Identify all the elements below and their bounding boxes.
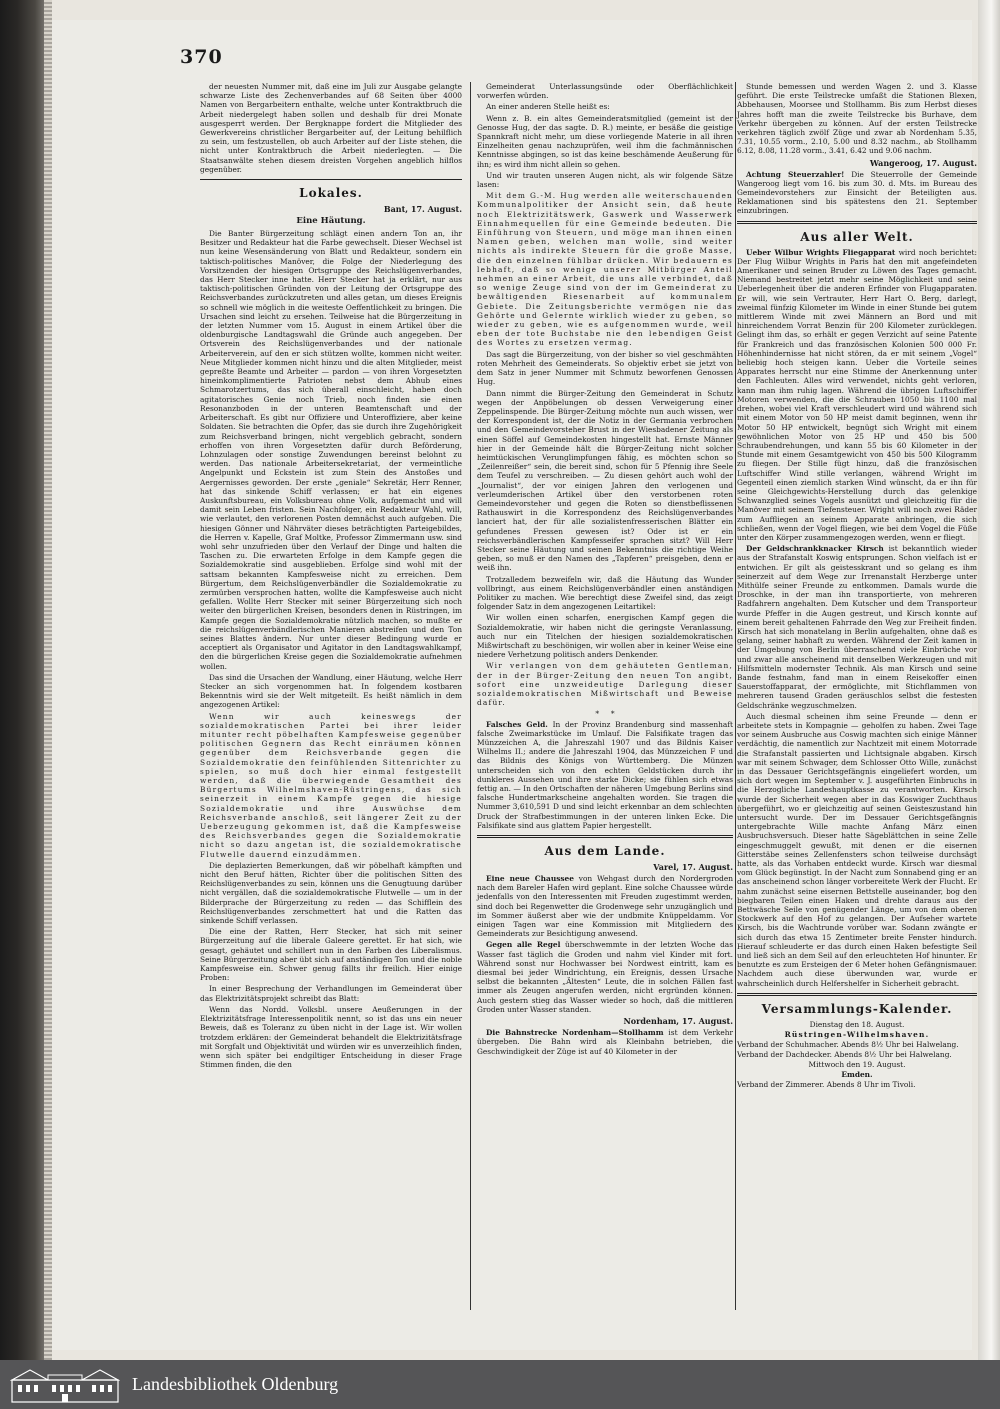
paragraph: Das sind die Ursachen der Wandlung, einer Häutung, welche Herr Stecker an sich vorgenommen hat. In folgendem kostbaren Bekenntnis wird sie der Welt mitgeteilt. Es heißt nämlich in dem angezogenen Artikel: bbox=[200, 672, 462, 710]
news-item bbox=[477, 1028, 733, 1056]
news-item bbox=[477, 940, 733, 1014]
news-lead: Ueber Wilbur Wrights Fliegapparat bbox=[746, 247, 896, 257]
library-name: Landesbibliothek Oldenburg bbox=[132, 1374, 339, 1394]
calendar-place: Emden. bbox=[841, 1069, 873, 1079]
library-footer-bar bbox=[0, 1360, 1000, 1409]
calendar-place: Rüstringen-Wilhelmshaven. bbox=[784, 1030, 930, 1040]
news-body: Die Steuerrolle der Gemeinde Wangeroog liegt vom 16. bis zum 30. d. Mts. im Bureau des Gemeindevorstehers zur Einsicht der Beteiligten aus. Reklamationen sind bis spätestens den 21. September einzubringen. bbox=[737, 169, 977, 216]
quote-paragraph: Mit dem G.-M. Hug werden alle weiterschauenden Kommunalpolitiker der Ansicht sein, daß heute noch Elektrizitätswerk, Gaswerk und Wasserwerk Einnahmequellen für eine Gemeinde bedeuten. Die Einführung von Steuern, und möge man ihnen einen Namen geben, welchen man wolle, sind weiter nichts als indirekte Steuern für die große Masse, die den einzelnen fühlbar drücken. Wir bedauern es lebhaft, daß so wenige unserer Mitbürger Anteil nehmen an einer Arbeit, die uns alle verbindet, daß so wenige Zeuge sind von der im Gemeinderat zu bewältigenden Riesenarbeit auf kommunalem Gebiete. Die Zeitungsberichte vermögen nie das Gehörte und Gelernte wirklich wieder zu geben, so wieder zu geben, wie es aufgenommen wurde, weil eben der tote Buchstabe nie den lebendigen Geist des Wortes zu ersetzen vermag. bbox=[477, 191, 733, 348]
article-subtitle: Eine Häutung. bbox=[296, 216, 366, 227]
paragraph: Und wir trauten unseren Augen nicht, als wir folgende Sätze lasen: bbox=[477, 170, 733, 190]
paragraph: Wir verlangen von dem gehäuteten Gentleman, der in der Bürger-Zeitung den neuen Ton angibt, sofort eine unzweideutige Darlegung dieser sozialdemokratischen Mißwirtschaft und Beweise dafür. bbox=[477, 661, 733, 708]
quote-paragraph: Wenn wir auch keineswegs der sozialdemokratischen Partei bei ihrer leider mitunter recht pöbelhaften Kampfesweise gegenüber politischen Gegnern das Recht einräumen können gegenüber dem Reichsverbande gegen die Sozialdemokratie den feinfühlenden Sittenrichter zu spielen, so muß doch hier einmal festgestellt werden, daß die überwiegende Gesamtheit des Bürgertums Wilhelmshaven-Rüstringens, das sich seinerzeit in einem Kampfe gegen die hiesige Sozialdemokratie und ihre Auswüchse dem Reichsverbande anschloß, seit längerer Zeit zu der Ueberzeugung gekommen ist, daß die Kampfesweise des Reichsverbandes gegen die Sozialdemokratie nicht so dazu angetan ist, die sozialdemokratische Flutwelle dauernd einzudämmen. bbox=[200, 711, 462, 859]
divider bbox=[477, 835, 733, 838]
library-building-logo bbox=[10, 1366, 120, 1404]
calendar-entry: Verband der Zimmerer. Abends 8 Uhr im Tivoli. bbox=[737, 1080, 916, 1090]
paragraph: An einer anderen Stelle heißt es: bbox=[486, 102, 610, 112]
paragraph: In einer Besprechung der Verhandlungen im Gemeinderat über das Elektrizitätsprojekt schreibt das Blatt: bbox=[200, 984, 462, 1003]
section-title-lokales: Lokales. bbox=[299, 186, 363, 201]
section-title-calendar: Versammlungs-Kalender. bbox=[761, 1001, 953, 1016]
news-body: überschwemmte in der letzten Woche das Wasser fast täglich die Groden und nahm viel Kinder mit fort. Während sonst nur Hochwasser bei Nordwest eintritt, kam es diesmal bei jeder Windrichtung, ein Ereignis, dessen Ursache selbst die bekannten „Ältesten“ Leute, die in solchen Fällen fast immer als Zeugen angerufen werden, nicht ergründen können. Auch gestern stieg das Wasser wieder so hoch, daß die mittleren Groden unter Wasser standen. bbox=[477, 940, 733, 1014]
section-title-aus-aller-welt: Aus aller Welt. bbox=[800, 229, 914, 244]
paragraph: Stunde bemessen und werden Wagen 2. und 3. Klasse geführt. Die erste Teilstrecke umfaßt die Stationen Blexen, Abbehausen, Moorsee und Stollhamm. Bis zum Herbst dieses Jahres hofft man die zweite Teilstrecke bis Burhave, dem Verkehr übergeben zu können. Auf der ersten Teilstrecke verkehren täglich zwölf Züge und zwar ab Nordenham 5.35, 7.31, 10.55 vorm., 2.10, 5.00 und 8.32 nachm., ab Stollhamm 6.12, 8.08, 11.28 vorm., 3.41, 6.42 und 9.06 nachm. bbox=[737, 82, 977, 156]
news-lead: Gegen alle Regel bbox=[486, 940, 561, 950]
section-title-aus-dem-lande: Aus dem Lande. bbox=[544, 844, 666, 859]
quote-paragraph: Wenn das Nordd. Volksbl. unsere Aeußerungen in der Elektrizitätsfrage Interessenpolitik nennt, so ist das uns ein neuer Beweis, daß es Toleranz zu üben nicht in der Lage ist. Wir wollen trotzdem erklären: der Gemeinderat behandelt die Elektrizitätsfrage mit Sorgfalt und Objektivität und würden wir es unverzeihlich finden, wenn sich später bei endgiltiger Entscheidung in dieser Frage Stimmen finden, die den bbox=[200, 1004, 462, 1070]
page-number: 370 bbox=[180, 46, 223, 68]
calendar-entry: Verband der Schuhmacher. Abends 8½ Uhr bei Halwelang. bbox=[737, 1040, 959, 1050]
dateline: Nordenham, 17. August. bbox=[623, 1016, 733, 1027]
divider bbox=[200, 179, 462, 180]
news-lead: Die Bahnstrecke Nordenham—Stollhamm bbox=[486, 1028, 664, 1038]
news-item bbox=[477, 720, 733, 830]
paragraph: Dann nimmt die Bürger-Zeitung den Gemeinderat in Schutz wegen der Anpöbelungen ob dessen Verweigerung einer Zeppelinspende. Die Bürger-Zeitung möchte nun auch wissen, wer der Korrespondent ist, der die Notiz in der Germania verbrochen und den Gemeindevorsteher Brust in der Wiesbadener Zeitung als einen Söffel auf Gemeindekosten hingestellt hat. Ernste Männer hier in der Gemeinde hält die Bürger-Zeitung nicht solcher heimtückischen Verunglimpfungen fähig, es möchten schon so „Zeilenreißer“ sein, die bereit sind, schon für 5 Pfennig ihre Seele dem Teufel zu verschreiben. — Zu diesen gehört auch wohl der „Journalist“, der vor einigen Jahren den verlogenen und verleumderischen Artikel über den verstorbenen roten Gemeindevorsteher und gegen die Roten so dienstbeflissenen Rathauswirt in die Korrespondenz des Reichslügenverbandes lanciert hat, der für alle sozialistenfresserischen Blätter ein gefundenes Fressen gewesen ist? Oder ist er ein reichsverbändlerischen Kampfesseifer sprachen sitzt? Will Herr Stecker seine Häutung und seinen Bekenntnis die richtige Weihe geben, so muß er den Namen des „Tapferen“ preisgeben, denn er weiß ihn. bbox=[477, 388, 733, 573]
paragraph: Gemeinderat Unterlassungsünde oder Oberflächlichkeit vorwerfen würden. bbox=[477, 82, 733, 101]
dateline: Varel, 17. August. bbox=[653, 862, 733, 873]
news-lead: Eine neue Chaussee bbox=[486, 874, 574, 884]
calendar-entry: Verband der Dachdecker. Abends 8½ Uhr bei Halwelang. bbox=[737, 1049, 952, 1059]
paragraph: Die deplazierten Bemerkungen, daß wir pöbelhaft kämpften und nicht den Beruf hätten, Richter über die politischen Sitten des Reichslügenverbandes zu sein, können uns die Genugtuung darüber nicht vergällen, daß die sozialdemokratische Flutwelle — um in der Bilderprache der Bürgerzeitung zu reden — das Schifflein des Reichslügenverbandes zerschmettert hat und die Ratten das sinkende Schiff verlassen. bbox=[200, 860, 462, 926]
calendar-date: Mittwoch den 19. August. bbox=[808, 1059, 906, 1069]
news-item bbox=[477, 874, 733, 938]
paragraph: Auch diesmal scheinen ihm seine Freunde — denn er arbeitete stets in Kompagnie — geholfen zu haben. Zwei Tage vor seinem Ausbruche aus Coswig machten sich einige Männer verdächtig, die namentlich zur Nachtzeit mit einem Motorrade die Strafanstalt passierten und Lichtsignale abgaben. Kirsch war mit seinem Schwager, dem Schlosser Otto Wille, zunächst in das Dessauer Gerichtsgefängnis eingeliefert worden, um sich dort wegen im September v. J. ausgeführten Einbruchs in die Herzogliche Landeshauptkasse zu verantworten. Kirsch wurde der Sicherheit wegen aber in das Koswiger Zuchthaus übergeführt, wo er gleichzeitig auf seinen Geisteszustand hin untersucht wurde. Der im Dessauer Gerichtsgefängnis untergebrachte Wille machte Anfang März einen Ausbruchsversuch. Dieser hatte Sägeblättchen in seine Zelle eingeschmuggelt gewußt, mit denen er die eisernen Gitterstäbe seines Zellenfensters schon teilweise durchsägt hatte, als das Vorhaben entdeckt wurde. Kirsch war diesmal vom Glück begünstigt. In der Nacht zum Sonnabend ging er an das anscheinend schon länger vorbereitete Werk der Flucht. Er nahm zunächst seine eisernen Bettstelle auseinander, bog den biegbaren Teilen einen Haken und drehte daraus aus der Bettwäsche Seile von genügender Länge, um von dem oberen Stockwerk auf den Hof zu gelangen. Der Aufseher wartete Kirsch, bis die Wachtrunde vorüber war. Sodann zwängte er sich durch das etwa 15 Zentimeter breite Fenster hindurch. Hierauf schleuderte er das durch einen Haken befestigte Seil und ließ sich an dem Seil auf den erleuchteten Hof hinunter. Er benutzte es zum Ersteigen der 6 Meter hohen Gefängnismauer. Nachdem auch diese überwunden war, wurde er wahrscheinlich durch Helfershelfer in Sicherheit gebracht. bbox=[737, 711, 977, 988]
column-rule bbox=[735, 82, 736, 1310]
column-rule bbox=[470, 82, 471, 1310]
page-edges bbox=[44, 0, 52, 1360]
paragraph: Die eine der Ratten, Herr Stecker, hat sich mit seiner Bürgerzeitung auf die liberale Galeere gerettet. Er hat sich, wie gesagt, gehäutet und schillert nun in den Farben des Liberalismus. Seine Bürgerzeitung aber übt sich auf anständigen Ton und die noble Kampfesweise ein. Schwer genug fällts ihr freilich. Hier einige Proben: bbox=[200, 927, 462, 983]
paragraph: Die Banter Bürgerzeitung schlägt einen andern Ton an, ihr Besitzer und Redakteur hat die Farbe gewechselt. Dieser Wechsel ist nun keine Wesensänderung von Blatt und Redakteur, sondern ein taktisch-politisches Manöver, die Folge der Niederlegung des Vorsitzenden der hiesigen Ortsgruppe des Reichslügenverbandes, das Herr Stecker inne hatte. Herr Stecker hat ja erklärt, nur aus taktisch-politischen Gründen von der Leitung der Ortsgruppe des Reichsverbandes zurückzutreten und alles getan, um dieses Ereignis so schnell wie möglich in die weiteste Oeffentlichkeit zu bringen. Die Ursachen sind leicht zu ersehen. Teilweise hat die Bürgerzeitung in der letzten Nummer vom 15. August in einem Artikel über die oldenburgische Landtagswahl die Gründe auch angegeben. Der Ortsverein des Reichslügenverbandes und der nationale Arbeiterverein, auf den er sich stützen wollte, kommen nicht weiter. Neue Mitglieder kommen nicht hinzu und die alten Mitglieder, meist gepreßte Beamte und Arbeiter — pardon — von ihren Vorgesetzten hineinkomplimentierte Patrioten nebst dem Abhub eines Schmarotzertums, das sich überall einschleicht, haben doch agitatorisches Genie noch Trieb, noch finden sie einen Resonanzboden in der unteren Beamtenschaft und der Arbeiterschaft. Es gibt nur Offiziere und Unteroffiziere, aber keine Soldaten. Sie betrachten die Opfer, das sie durch ihre Zugehörigkeit zum Reichsverband bringen, nicht vergeblich gebracht, sondern erhoffen von ihren Vorgesetzten dafür durch Beförderung, Lohnzulagen oder sonstige Zuwendungen bereinst belohnt zu werden. Das nationale Arbeitersekretariat, der vermeintliche Angelpunkt und Eckstein ist zum Stein des Anstoßes und Aergernisses geworden. Der erste „geniale“ Sekretär, Herr Renner, hat das sinkende Schiff verlassen; er hat ein eigenes Auskunftsbureau, ein Volksbureau ohne Volk, aufgemacht und will damit sein Leben fristen. Sein Nachfolger, ein Redakteur Wahl, will, wie verlautet, den verlorenen Posten demnächst auch aufgeben. Die hiesigen Gönner und Nährväter dieses beträchtigten Parteigebildes, die Herren v. Kapelle, Graf Moltke, Professor Zimmermann usw. sind wohl sehr unzufrieden über den Verlauf der Dinge und halten die Taschen zu. Die erwarteten Erfolge in dem Kampfe gegen die Sozialdemokratie sind ausgeblieben. Erfolge sind wohl mit der sattsam bekannten Kampfesweise nicht zu erreichen. Dem Bürgertum, dem Reichslügenverbändler die Sozialdemokratie zu zermürben versprochen hatten, wollte die Kampfesweise auch nicht gefallen. Wollte Herr Stecker mit seiner Bürgerzeitung sich noch weiter den bürgerlichen Kreisen, besonders denen in Rüstringen, im Kampfe gegen die Sozialdemokratie nützlich machen, so mußte er die reichslügenverbändlerischen Manieren abstreifen und den Ton seines Blattes ändern. Nur unter dieser Bedingung wurde er acceptiert als Organisator und Agitator in den Landtagswahlkampf, den die bürgerlichen Kreise gegen die Sozialdemokratie aufnehmen wollen. bbox=[200, 229, 462, 671]
column-2 bbox=[477, 82, 733, 1058]
news-item bbox=[737, 248, 977, 543]
dateline: Bant, 17. August. bbox=[383, 204, 462, 215]
divider bbox=[737, 993, 977, 996]
book-binding bbox=[0, 0, 50, 1360]
news-body: ist dem Verkehr übergeben. Die Bahn wird als Kleinbahn betrieben, die Geschwindigkeit der Züge ist auf 40 Kilometer in der bbox=[477, 1028, 733, 1056]
news-item bbox=[737, 544, 977, 710]
separator-mark: * * bbox=[595, 709, 615, 719]
divider bbox=[737, 221, 977, 224]
news-body: ist bekanntlich wieder aus der Strafanstalt Koswig entsprungen. Schon vielfach ist er entwichen. Er gilt als geistesskrant und so gelang es ihm seinerzeit auf dem Wege zur Irrenanstalt Herzberge unter Mithülfe seiner Freunde zu entkommen. Damals wurde die Droschke, in der man ihn transportierte, von mehreren Radfahrern angehalten. Dem Kutscher und dem Transporteur wurde Pfeffer in die Augen gestreut, und Kirsch konnte auf einem bereit gehaltenen Fahrrade den Weg zur Freiheit finden. Kirsch hat sich monatelang in Berlin aufgehalten, ohne daß es gelang, seiner habhaft zu werden. Während der Zeit kamen in der Umgebung von Berlin überraschend viele Einbrüche vor und zwar alle anscheinend mit denselben Werkzeugen und mit Hilfsmitteln modernster Technik. Als man Kirsch und seine Bande festnahm, fand man in einem Reisekoffer einen Sauerstoffapparat, der ermöglichte, mit Stichflammen von mehreren tausend Graden geräuschlos selbst die festesten Geldschränke wegzuschmelzen. bbox=[737, 544, 977, 710]
news-lead: Achtung Steuerzahler! bbox=[746, 169, 845, 179]
quote-paragraph: Wir wollen einen scharfen, energischen Kampf gegen die Sozialdemokratie, wir haben nicht die geringste Veranlassung, auch nur ein Titelchen der hiesigen sozialdemokratischen Mißwirtschaft zu beschönigen, wir wollen aber in keiner Weise eine niedere Verhetzung politisch anders Denkender. bbox=[477, 613, 733, 660]
dateline: Wangeroog, 17. August. bbox=[869, 157, 977, 168]
calendar-date: Dienstag den 18. August. bbox=[809, 1019, 905, 1029]
news-body: von Wehgast durch den Nordergroden nach dem Bareler Hafen wird geplant. Eine solche Chaussee würde jedenfalls von den Interessenten mit Freuden zugestimmt werden, sind doch bei Regenwetter die Grodenwege sehr unzugänglich und im Sommer äußerst aber wie der undbmite Knüppeldamm. Vor einigen Tagen war eine Kommission mit Mitgliedern des Gemeinderats zur Besichtigung anwesend. bbox=[477, 874, 733, 939]
news-lead: Falsches Geld. bbox=[486, 719, 548, 729]
paragraph: Das sagt die Bürgerzeitung, von der bisher so viel geschmähten roten Mehrheit des Gemeinderats. So objektiv erbet sie jetzt von dem Satz in jener Nummer mit Schmutz beworfenen Genossen Hug. bbox=[477, 349, 733, 387]
news-body: In der Provinz Brandenburg sind massenhaft falsche Zweimarkstücke im Umlauf. Die Falsifikate tragen das Münzzeichen A, die Jahreszahl 1907 und das Bildnis Kaiser Wilhelms II.; andere die Jahreszahl 1904, das Münzzeichen F und das Bildnis des Königs von Württemberg. Die Münzen unterscheiden sich von den echten Geldstücken durch ihr dunkleres Aussehen und ihre starke Dicke; sie fühlen sich etwas fettig an. — In den Ortschaften der näheren Umgebung Berlins sind falsche Hundertmarkscheine angehalten worden. Sie tragen die Nummer 3,610,591 D und sind leicht erkennbar an dem schlechten Druck der Strafbestimmungen in der unteren linken Ecke. Die Falsifikate sind aus glattem Papier hergestellt. bbox=[477, 719, 733, 830]
news-body: wird noch berichtet: Der Flug Wilbur Wrights in Paris hat den mit angefeindeten Amerikaner und seinen Bruder zu Löwen des Tages gemacht. Niemand bestreitet jetzt mehr seine Möglichkeit und seine Ueberlegenheit über die anderen Erfinder von Flugapparaten. Er will, wie sein Vertrauter, Herr Hart O. Berg, darlegt, zweimal fünfzig Kilometer im Winde in einer Stunde bei gutem mittlerem Winde mit zwei Männern an Bord und mit hinreichendem Vorrat Benzin für 200 Kilometer zurücklegen. Gelingt ihm das, so erhält er gegen Verzicht auf seine Patente für Frankreich und das französischen Kolonien 500 000 Fr. Höhenhindernisse hat nicht stören, da er mit seinem „Vogel“ beliebig hoch steigen kann. Ueber die Vorteile seines Apparates herrscht nur eine Stimme der Anerkennung unter den Fachleuten. Alles wird verwendet, nichts geht verloren, kann man ihm ruhig lagen. Während die übrigen Luftschiffer Motoren verwenden, die die Schrauben 1050 bis 1100 mal drehen, wobei viel Kraft verschleudert wird und während sich mit einem Motor von 50 HP meist damit beginnen, wenn ihr Motor 50 HP entwickelt, begnügt sich Wright mit einem gewöhnlichen Motor von 25 HP und 450 bis 500 Schraubendrehungen, und kann 55 bis 60 Kilometer in der Stunde mit einem Gesamtgewicht von 450 bis 500 Kilogramm zu fliegen. Der Stille fügt hinzu, daß die französischen Luftschiffer Wind stille verlangen, während Wright im Gegenteil einen ziemlich starken Wind wünscht, da er ihn für seine Gleichgewichts-Herstellung durch das gelenkige Schwanzglied seines Vogels ausnützt und gleichzeitig für die Manöver mit seinem Tiefensteuer. Wright will noch zwei Räder zum Auffliegen an seinem Apparate anbringen, die sich schließen, wenn der Vogel fliegen, wie bei dem Vogel die Füße unter den Körper zusammengezogen werden, wenn er fliegt. bbox=[737, 247, 978, 542]
quote-paragraph: Wenn z. B. ein altes Gemeinderatsmitglied (gemeint ist der Genosse Hug, der das sagte. D. R.) meinte, er besäße die geistige Spannkraft nicht mehr, um diese vorliegende Materie in all ihren Einzelheiten genau nachzuprüfen, weil ihm die fachmännischen Kenntnisse abgingen, so ist das keine beschämende Aeußerung für ihn; es wird ihm nicht allein so gehen. bbox=[477, 113, 733, 169]
column-3 bbox=[737, 82, 977, 1089]
right-page-edge bbox=[978, 0, 1000, 1360]
column-1 bbox=[200, 82, 462, 1071]
news-lead: Der Geldschrankknacker Kirsch bbox=[746, 544, 884, 554]
intro-paragraph: der neuesten Nummer mit, daß eine im Juli zur Ausgabe gelangte schwarze Liste des Zechenverbandes auf 68 Seiten über 4000 Namen von Bergarbeitern enthalte, welche unter Kontraktbruch die Arbeit niedergelegt haben sollen und deshalb für drei Monate ausgesperrt werden. Der Bergknappe fordert die Mitglieder des Gewerkvereins christlicher Bergarbeiter auf, der Leitung behilflich zu sein, um festzustellen, ob auch Arbeiter auf der Liste stehen, die nicht unter Kontraktbruch die Arbeit niederlegten. — Die Staatsanwälte stehen diesem dreisten Vorgehen angeblich hilflos gegenüber. bbox=[200, 82, 462, 174]
news-item bbox=[737, 170, 977, 216]
paragraph: Trotzalledem bezweifeln wir, daß die Häutung das Wunder vollbringt, aus einem Reichslügenverbändler einen anständigen Politiker zu machen. Wie berechtigt diese Zweifel sind, das zeigt folgender Satz in dem angezogenen Leitartikel: bbox=[477, 574, 733, 612]
